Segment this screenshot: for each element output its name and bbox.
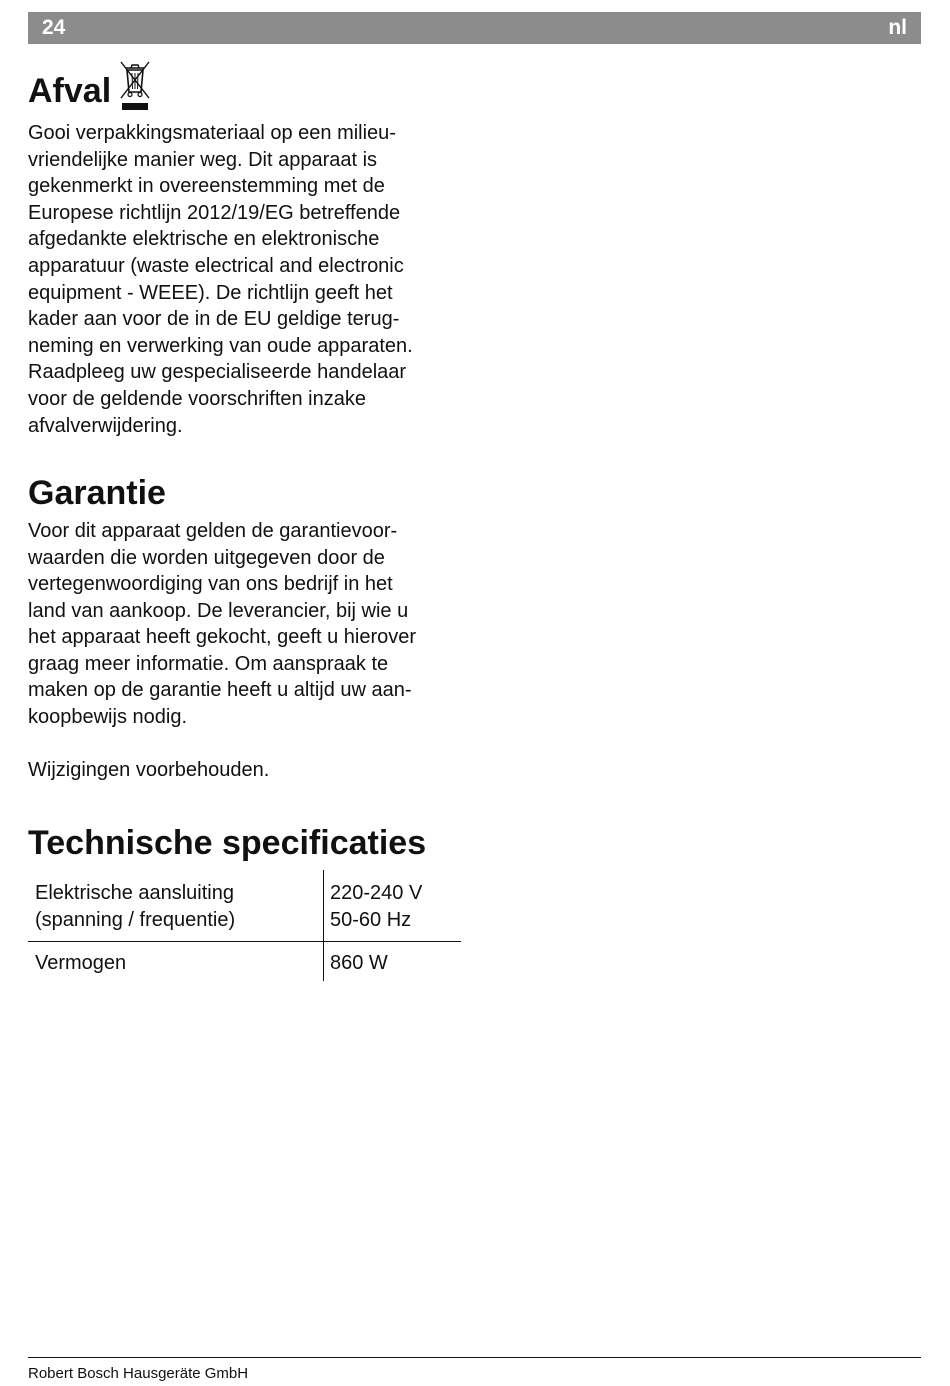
- afval-line: voor de geldende voorschriften inzake: [28, 387, 366, 410]
- spec-label: [28, 870, 324, 942]
- spec-value-line: 220-240 V: [330, 882, 423, 905]
- page-content: [28, 56, 468, 981]
- afval-line: neming en verwerking van oude apparaten.: [28, 334, 413, 357]
- afval-line: gekenmerkt in overeenstemming met de: [28, 175, 385, 198]
- afval-line: Gooi verpakkingsmateriaal op een milieu-: [28, 122, 396, 144]
- spec-label-line: (spanning / frequentie): [35, 908, 236, 931]
- garantie-line: maken op de garantie heeft u altijd uw aan-: [28, 679, 412, 702]
- afval-paragraph: [28, 120, 468, 439]
- page-number: 24: [42, 16, 66, 39]
- garantie-title: Garantie: [28, 474, 166, 513]
- spec-label-line: Vermogen: [35, 952, 127, 975]
- spec-row-power: [28, 942, 461, 981]
- spec-label-line: Elektrische aansluiting: [35, 882, 234, 905]
- afval-line: equipment - WEEE). De richtlijn geeft het: [28, 281, 393, 304]
- spec-table: [28, 870, 461, 981]
- garantie-line: Voor dit apparaat gelden de garantievoor-: [28, 519, 398, 542]
- spec-value: [324, 870, 462, 942]
- garantie-line: het apparaat heeft gekocht, geeft u hierover: [28, 626, 417, 649]
- afval-heading: [28, 56, 468, 112]
- garantie-paragraph: [28, 518, 468, 731]
- garantie-line: koopbewijs nodig.: [28, 706, 187, 729]
- spec-label: [28, 942, 324, 981]
- garantie-line: graag meer informatie. Om aanspraak te: [28, 652, 389, 675]
- afval-line: afvalverwijdering.: [28, 414, 183, 437]
- afval-line: afgedankte elektrische en elektronische: [28, 228, 380, 251]
- changes-reserved-note: Wijzigingen voorbehouden.: [28, 758, 270, 781]
- afval-line: vriendelijke manier weg. Dit apparaat is: [28, 148, 378, 171]
- spec-value-line: 50-60 Hz: [330, 908, 412, 931]
- afval-line: Raadpleeg uw gespecialiseerde handelaar: [28, 361, 407, 384]
- afval-line: Europese richtlijn 2012/19/EG betreffende: [28, 201, 401, 224]
- garantie-line: waarden die worden uitgegeven door de: [28, 546, 385, 569]
- afval-line: kader aan voor de in de EU geldige terug-: [28, 308, 400, 331]
- crossed-out-wheelie-bin-icon: [117, 58, 153, 112]
- afval-title: Afval: [28, 72, 112, 110]
- afval-line: apparatuur (waste electrical and electronic: [28, 254, 404, 277]
- footer-company: Robert Bosch Hausgeräte GmbH: [28, 1365, 249, 1382]
- garantie-line: land van aankoop. De leverancier, bij wie u: [28, 599, 409, 622]
- footer-divider: [28, 1357, 921, 1358]
- spec-value-line: 860 W: [330, 952, 388, 975]
- spec-row-power-connection: [28, 870, 461, 942]
- page-header-bar: [28, 12, 921, 44]
- spec-value: [324, 942, 462, 981]
- tech-specs-title: Technische specificaties: [28, 824, 427, 863]
- language-code: nl: [888, 16, 907, 39]
- garantie-line: vertegenwoordiging van ons bedrijf in het: [28, 573, 393, 596]
